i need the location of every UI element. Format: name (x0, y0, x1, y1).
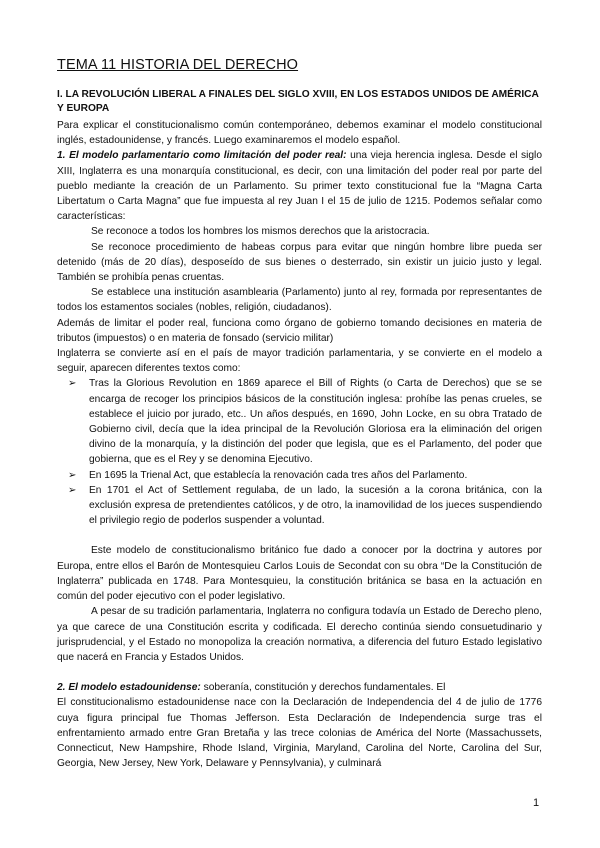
list-item (57, 468, 542, 483)
subsection-1-paragraph (57, 148, 542, 224)
texts-list (57, 376, 542, 528)
section-heading: I. LA REVOLUCIÓN LIBERAL A FINALES DEL SIGLO XVIII, EN LOS ESTADOS UNIDOS DE AMÉRICA Y EUROPA (57, 89, 539, 114)
arrow-bullet-icon: ➢ (68, 469, 77, 481)
us-constitutionalism-paragraph: El constitucionalismo estadounidense nace con la Declaración de Independencia del 4 de julio de 1776 cuya figura principal fue Thomas Jefferson. Esta Declaración de Independencia surge tras el enfrentamiento armado entre Gran Bretaña y las trece colonias de América del Norte (Massachussets, Connecticut, New Hampshire, Rhode Island, Virginia, Maryland, Carolina del Norte, Carolina del Sur, Georgia, New Jersey, New York, Delaware y Pennsylvania), y culminará (57, 697, 542, 770)
limit-power-paragraph: Además de limitar el poder real, funciona como órgano de gobierno tomando decisiones en materia de tributos (impuestos) o en materia de fonsado (servicio militar) (57, 317, 542, 344)
subsection-2-text: soberanía, constitución y derechos fundamentales. El (200, 682, 446, 694)
page-number: 1 (533, 797, 540, 809)
list-item-text: En 1695 la Trienal Act, que establecía la renovación cada tres años del Parlamento. (89, 469, 468, 481)
page-title: TEMA 11 HISTORIA DEL DERECHO (57, 57, 299, 73)
subsection-1-title: 1. El modelo parlamentario como limitación del poder real: (57, 150, 347, 162)
arrow-bullet-icon: ➢ (68, 484, 77, 496)
arrow-bullet-icon: ➢ (68, 378, 77, 390)
characteristic-1: Se reconoce a todos los hombres los mismos derechos que la aristocracia. (91, 226, 430, 238)
tradition-paragraph: Inglaterra se convierte así en el país de mayor tradición parlamentaria, y se convierte en el modelo a seguir, aparecen diferentes textos como: (57, 348, 542, 375)
list-item-text: En 1701 el Act of Settlement regulaba, de un lado, la sucesión a la corona británica, con la exclusión expresa de pretendientes católicos, y de otro, la inamovilidad de los jueces suspendiendo el privilegio regio de poderlos suspender a voluntad. (89, 484, 542, 527)
list-item (57, 483, 542, 529)
british-model-paragraph: Este modelo de constitucionalismo británico fue dado a conocer por la doctrina y autores por Europa, entre ellos el Barón de Montesquieu Carlos Louis de Secondat con su obra “De la Constitución de Inglaterra” publicada en 1748. Para Montesquieu, la constitución británica se basa en la actuación en común del poder ejecutivo con el poder legislativo. (57, 545, 542, 603)
list-item-text: Tras la Glorious Revolution en 1869 aparece el Bill of Rights (o Carta de Derechos) que se se encarga de recoger los principios básicos de la constitución inglesa: prohíbe las penas crueles, se establece el juicio por jurado, etc.. Un años después, en 1690, John Locke, en su obra Tratado de Gobierno civil, decía que la idea principal de la Revolución Gloriosa era la eliminación del origen divino de la monarquía, y la distinción del poder que legisla, que es el Parlamento, del poder que gobierna, que es el Rey y se denomina Ejecutivo. (89, 378, 542, 466)
blank-line (57, 665, 542, 680)
subsection-2-title: 2. El modelo estadounidense: (57, 682, 201, 694)
characteristic-3: Se establece una institución asamblearia (Parlamento) junto al rey, formada por representantes de todos los estamentos sociales (nobles, religión, ciudadanos). (57, 287, 542, 314)
despite-tradition-paragraph: A pesar de su tradición parlamentaria, Inglaterra no configura todavía un Estado de Derecho pleno, ya que carece de una Constitución escrita y codificada. El derecho continúa siendo consuetudinario y jurisprudencial, y el Estado no monopoliza la creación normativa, a diferencia del futuro Estado legislativo que nacerá en Francia y Estados Unidos. (57, 606, 542, 663)
subsection-1-text: una vieja herencia inglesa. Desde el siglo XIII, Inglaterra es una monarquía constitucional, es decir, con una limitación del poder real por parte del pueblo mediante la creación de un Parlamento. Su primer texto constitucional fue la “Magna Carta Libertatum o Carta Magna” que fue impuesta al rey Juan I el 15 de julio de 1215. Podemos señalar como características: (57, 150, 542, 223)
blank-line (57, 528, 542, 543)
list-item (57, 376, 542, 467)
page-content (57, 56, 542, 771)
subsection-2-paragraph (57, 680, 542, 695)
characteristic-2: Se reconoce procedimiento de habeas corpus para evitar que ningún hombre libre pueda ser detenido (más de 20 días), desposeído de sus bienes o desterrado, sin existir un juicio justo y legal. También se prohibía penas cruentas. (57, 241, 542, 284)
intro-paragraph: Para explicar el constitucionalismo común contemporáneo, debemos examinar el modelo constitucional inglés, estadounidense, y francés. Luego examinaremos el modelo español. (57, 120, 542, 147)
